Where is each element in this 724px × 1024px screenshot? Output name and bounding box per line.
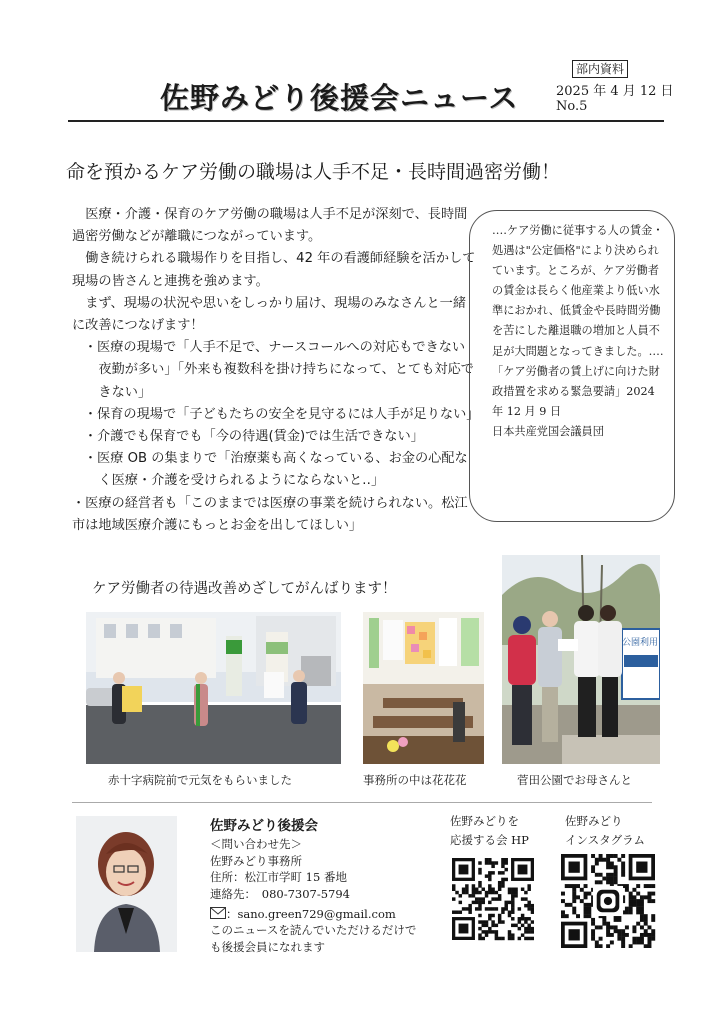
street-campaign-photo — [86, 612, 341, 764]
qr-instagram-label — [565, 812, 645, 850]
qr-label-line: 佐野みどりを — [450, 814, 519, 828]
sidebar-text — [492, 221, 664, 442]
mail-icon — [210, 907, 226, 919]
office-name: 佐野みどり事務所 — [210, 853, 302, 868]
office-flowers-photo — [363, 612, 484, 764]
body-paragraph: 働き続けられる職場作りを目指し、42 年の看護師経験を活かして現場の皆さんと連携を強めます。 — [72, 251, 476, 289]
internal-document-tag: 部内資料 — [572, 60, 628, 78]
voice-bullet: ・医療 OB の集まりで「治療薬も高くなっている、お金の心配なく医療・介護を受けられるようにならないと‥」 — [83, 451, 468, 489]
note-line: このニュースを読んでいただけるだけで — [210, 923, 417, 937]
body-paragraph: まず、現場の状況や思いをしっかり届け、現場のみなさんと一緒に改善につなげます！ — [72, 295, 467, 334]
voice-bullet: ・医療の現場で「人手不足で、ナースコールへの対応もできない夜勤が多い」「外来も複数科を掛け持ちになって、とても対応できない」 — [83, 340, 474, 400]
issue-date: 2025 年 4 月 12 日 — [556, 84, 674, 99]
email-line — [210, 906, 396, 923]
inquiry-label: ＜問い合わせ先＞ — [210, 837, 302, 851]
sidebar-author: 日本共産党国会議員団 — [492, 424, 604, 438]
note-line: も後援会員になれます — [210, 939, 325, 954]
contact-block — [210, 836, 350, 902]
qr-label-line: インスタグラム — [565, 833, 646, 847]
photo-section-heading: ケア労働者の待遇改善めざしてがんばります！ — [92, 581, 397, 597]
body-paragraph: 医療・介護・保育のケア労働の職場は人手不足が深刻で、長時間過密労働などが離職につながっています。 — [72, 207, 468, 245]
voice-bullet: ・医療の経営者も「このままでは医療の事業を続けられない。松江市は地域医療介護にもっとお金を出してほしい」 — [72, 495, 468, 533]
office-address: 住所：松江市学町 15 番地 — [210, 870, 347, 884]
qr-homepage-label — [450, 812, 529, 850]
supporters-org-name: 佐野みどり後援会 — [210, 818, 318, 834]
park-sign-text: 公園利用 — [621, 638, 659, 648]
instagram-qr-code[interactable] — [561, 854, 657, 948]
newsletter-title: 佐野みどり後援会ニュース — [160, 81, 519, 115]
sidebar-source: 「ケア労働者の賃上げに向けた財政措置を求める緊急要請」2024 年 12 月 9 日 — [492, 364, 660, 418]
header-rule — [68, 120, 664, 122]
sidebar-quote: ‥‥ケア労働に従事する人の賃金・処遇は"公定価格"により決められています。ところが、ケア労働者の賃金は長らく他産業より低い水準におかれ、低賃金や長時間労働を苦にした離退職の増加と人員不足が大問題となってきました。‥‥ — [492, 224, 664, 358]
voice-bullet: ・介護でも保育でも「今の待遇(賃金)では生活できない」 — [83, 429, 424, 445]
contact-email: ：sano.green729@gmail.com — [226, 907, 396, 921]
qr-label-line: 佐野みどり — [565, 814, 623, 828]
homepage-qr-code[interactable] — [452, 858, 534, 944]
main-headline: 命を預かるケア労働の職場は人手不足・長時間過密労働！ — [66, 161, 561, 183]
office-phone: 連絡先： 080-7307-5794 — [210, 886, 351, 901]
issue-number: No.5 — [556, 99, 588, 114]
candidate-portrait — [76, 816, 177, 952]
quote-sidebar — [469, 210, 675, 522]
voice-bullet: ・保育の現場で「子どもたちの安全を見守るには人手が足りない」 — [83, 406, 480, 422]
footer-divider — [72, 802, 652, 803]
photo-caption: 赤十字病院前で元気をもらいました — [108, 773, 292, 787]
membership-note — [210, 922, 416, 955]
photo-caption: 事務所の中は花花花 — [363, 773, 467, 787]
article-body — [72, 204, 478, 537]
photo-caption: 菅田公園でお母さんと — [517, 773, 632, 787]
park-photo — [502, 555, 660, 764]
qr-label-line: 応援する会 HP — [450, 833, 529, 847]
